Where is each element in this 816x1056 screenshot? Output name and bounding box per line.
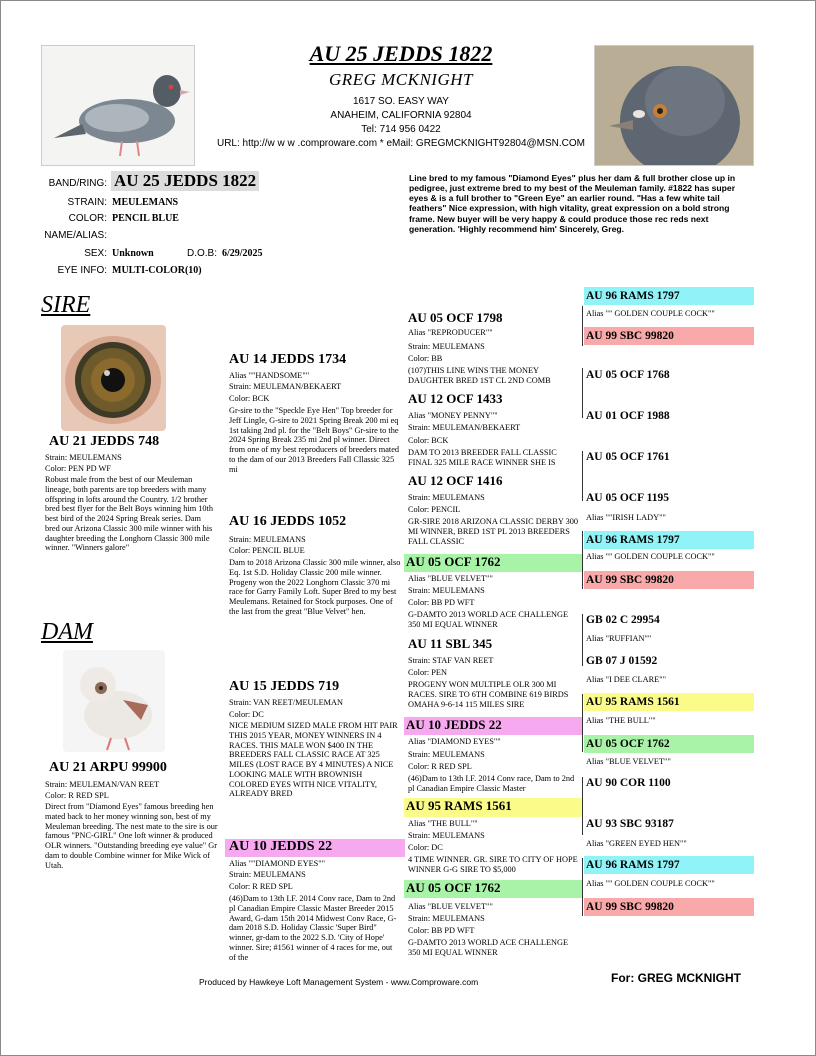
- strain-label: STRAIN:: [67, 197, 107, 208]
- sex-value: Unknown: [112, 248, 154, 259]
- gen3-notes: G-DAMTO 2013 WORLD ACE CHALLENGE 350 MI EQUAL WINNER: [408, 938, 569, 957]
- gen4-connector: [582, 306, 583, 346]
- gen4-alias: Alias "RUFFIAN"": [586, 634, 652, 643]
- gen3-band: AU 11 SBL 345: [408, 636, 493, 651]
- gen3-notes: GR-SIRE 2018 ARIZONA CLASSIC DERBY 300 MI WINNER, BRED 1ST PL 2013 BREEDERS FALL CLASSIC: [408, 517, 579, 546]
- gen3-notes: (46)Dam to 13th I.F. 2014 Conv race, Dam to 2nd pl Canadian Empire Classic Master: [408, 774, 575, 793]
- band-label: BAND/RING:: [48, 178, 107, 189]
- owner-name: GREG MCKNIGHT: [329, 70, 473, 89]
- gen3-band: AU 12 OCF 1416: [408, 473, 503, 488]
- gen2-color: Color: PENCIL BLUE: [229, 546, 305, 555]
- gen3-band: AU 95 RAMS 1561: [404, 798, 582, 817]
- gen4-band: AU 01 OCF 1988: [586, 410, 670, 422]
- gen3-band: AU 05 OCF 1762: [404, 554, 582, 572]
- dam-strain: Strain: MEULEMAN/VAN REET: [45, 780, 160, 789]
- gen3-alias: Alias "BLUE VELVET"": [408, 902, 493, 911]
- gen4-connector: [582, 368, 583, 418]
- gen3-color: Color: PEN: [408, 668, 447, 677]
- gen2-notes: (46)Dam to 13th I.F. 2014 Conv race, Dam to 2nd pl Canadian Empire Classic Master Breeder 2015 Award, G-dam 15th 2014 Midwest Conv Race, G-dam 2018 S.D. Holiday Classic 'Super Bird" winner, gr-dam to the 2022 S.D. 'City of Hope' winner. Sire; #1561 winner of 4 races for me, out of the: [229, 894, 397, 962]
- gen4-band: AU 96 RAMS 1797: [584, 287, 754, 305]
- gen2-alias: Alias ""HANDSOME"": [229, 371, 310, 380]
- gen4-alias: Alias ""IRISH LADY"": [586, 513, 666, 522]
- gen4-band: GB 07 J 01592: [586, 655, 658, 667]
- gen2-band: AU 16 JEDDS 1052: [229, 514, 347, 529]
- gen3-alias: Alias "DIAMOND EYES"": [408, 737, 501, 746]
- sire-notes: Robust male from the best of our Meuleman lineage, both parents are top breeders with many offspring in lofts around the Country. 1/2 brother bred best flyer for the Belt Boys winning him 10th best bird of the 2024 Spring Break series. Dam bred our Arizona Classic 300 mile winner with his daughter breeding the Longhorn Classic 300 mile winner. "Winners galore": [45, 475, 213, 553]
- gen3-strain: Strain: MEULEMANS: [408, 914, 485, 923]
- gen3-notes: PROGENY WON MULTIPLE OLR 300 MI RACES. SIRE TO 6TH COMBINE 619 BIRDS OMAHA 9-6-14 115 MILES SIRE: [408, 680, 569, 709]
- sire-strain: Strain: MEULEMANS: [45, 453, 122, 462]
- sire-band: AU 21 JEDDS 748: [49, 434, 160, 449]
- sire-eye-photo: [61, 325, 166, 431]
- gen4-band: AU 96 RAMS 1797: [584, 856, 754, 874]
- gen4-band: AU 99 SBC 99820: [584, 327, 754, 345]
- white-pigeon-illustration: [63, 650, 165, 752]
- gen3-alias: Alias "REPRODUCER"": [408, 328, 493, 337]
- gen4-band: AU 96 RAMS 1797: [584, 531, 754, 549]
- gen3-strain: Strain: MEULEMANS: [408, 342, 485, 351]
- gen2-strain: Strain: MEULEMANS: [229, 535, 306, 544]
- bird-description: Line bred to my famous "Diamond Eyes" plus her dam & full brother close up in pedigree, just extreme bred to my best of the Meuleman family. #1822 has super eyes & is a full brother to "Green Eye" an earlier round. "Has a few white tail feathers" Nice expression, with high vitality, great expression on a bold strong frame. New buyer will be very happy & could produce those rec reds next generation. 'Highly recommend him' Sincerely, Greg.: [409, 173, 736, 234]
- sex-label: SEX:: [84, 248, 107, 259]
- dob-value: 6/29/2025: [222, 248, 263, 259]
- eye-illustration: [61, 325, 166, 431]
- gen3-strain: Strain: MEULEMANS: [408, 831, 485, 840]
- dam-notes: Direct from "Diamond Eyes" famous breeding hen mated back to her money winning son, best of my Meuleman breeding. The nest mate to the sire is our famous "PNC-GIRL" One loft winner & produced OLR winners. "Outstanding breeding eye value" Gr dam to double Combine winner for Mike Wick of Utah.: [45, 802, 218, 870]
- gen2-notes: Dam to 2018 Arizona Classic 300 mile winner, also Eq. 1st S.D. Holiday Classic 200 mile winner. Progeny won the 2022 Longhorn Classic 370 mi race for Garry Family Loft. Super Bred to my best Meulemans. Retained for Stock purposes. One of the last from the great "Blue Velvet" hen.: [229, 558, 401, 616]
- gen2-notes: Gr-sire to the "Speckle Eye Hen" Top breeder for Jeff Lingle, G-sire to 2021 Spring Break 200 mi eq 1st taking 2nd pl. for the "Belt Boys" Gr-sire to the 2024 Spring Break 235 mi 2nd pl winner. Direct from one of my best reproducers of breeders mated to the dam of our 2013 Breeders Fall Cllassic 325 mi: [229, 406, 400, 474]
- gen3-band: AU 05 OCF 1798: [408, 310, 503, 325]
- gen3-notes: DAM TO 2013 BREEDER FALL CLASSIC FINAL 325 MILE RACE WINNER SHE IS: [408, 448, 557, 467]
- gen2-notes: NICE MEDIUM SIZED MALE FROM HIT PAIR THIS 2015 YEAR, MONEY WINNERS IN 4 RACES. THIS MALE WON $400 IN THE BREEDERS FALL CLASSIC RACE AT 325 MILES (LOST RACE BY 4 MINUTES) A NICE LOOKING MALE WITH BROWNISH COLORED EYES WITH NICE VITALITY, ALREADY BRED: [229, 721, 398, 799]
- gen3-strain: Strain: MEULEMANS: [408, 586, 485, 595]
- gen3-color: Color: DC: [408, 843, 443, 852]
- eye-info-value: MULTI-COLOR(10): [112, 265, 202, 276]
- gen3-band: AU 12 OCF 1433: [408, 391, 503, 406]
- gen4-alias: Alias "BLUE VELVET"": [586, 757, 671, 766]
- eye-info-label: EYE INFO:: [57, 265, 107, 276]
- dob-label: D.O.B:: [187, 248, 218, 259]
- gen2-color: Color: BCK: [229, 394, 270, 403]
- strain-value: MEULEMANS: [112, 197, 179, 208]
- url-email-line: URL: http://w w w .comproware.com * eMail: GREGMCKNIGHT92804@MSN.COM: [216, 138, 585, 149]
- dam-band: AU 21 ARPU 99900: [49, 760, 167, 775]
- gen3-notes: (107)THIS LINE WINS THE MONEY DAUGHTER BRED 1ST CL 2ND COMB: [408, 366, 551, 385]
- title-band: AU 25 JEDDS 1822: [309, 41, 493, 66]
- gen4-connector: [582, 451, 583, 501]
- gen3-notes: G-DAMTO 2013 WORLD ACE CHALLENGE 350 MI EQUAL WINNER: [408, 610, 569, 629]
- gen3-color: Color: BB PD WFT: [408, 598, 475, 607]
- band-value: AU 25 JEDDS 1822: [111, 171, 259, 191]
- gen3-alias: Alias "MONEY PENNY"": [408, 411, 498, 420]
- gen3-strain: Strain: MEULEMAN/BEKAERT: [408, 423, 521, 432]
- gen2-strain: Strain: MEULEMANS: [229, 870, 306, 879]
- gen3-notes: 4 TIME WINNER. GR. SIRE TO CITY OF HOPE WINNER G-G SIRE TO $5,000: [408, 855, 578, 874]
- name-alias-label: NAME/ALIAS:: [44, 230, 107, 241]
- gen4-band: AU 99 SBC 99820: [584, 571, 754, 589]
- dam-color: Color: R RED SPL: [45, 791, 109, 800]
- gen4-band: AU 99 SBC 99820: [584, 898, 754, 916]
- gen3-color: Color: R RED SPL: [408, 762, 472, 771]
- gen4-alias: Alias "THE BULL"": [586, 716, 656, 725]
- gen3-color: Color: BB PD WFT: [408, 926, 475, 935]
- address-line-1: 1617 SO. EASY WAY: [353, 96, 449, 107]
- sire-title: SIRE: [41, 292, 91, 318]
- gen4-band: AU 05 OCF 1762: [584, 735, 754, 753]
- gen4-connector: [582, 614, 583, 666]
- gen4-alias: Alias "" GOLDEN COUPLE COCK"": [586, 309, 715, 318]
- gen4-band: AU 90 COR 1100: [586, 777, 671, 789]
- address-line-2: ANAHEIM, CALIFORNIA 92804: [330, 110, 472, 121]
- phone: Tel: 714 956 0422: [361, 124, 441, 135]
- gen3-strain: Strain: MEULEMANS: [408, 493, 485, 502]
- gen2-band: AU 10 JEDDS 22: [225, 839, 405, 857]
- gen4-alias: Alias "" GOLDEN COUPLE COCK"": [586, 552, 715, 561]
- gen2-strain: Strain: MEULEMAN/BEKAERT: [229, 382, 342, 391]
- gen2-band: AU 15 JEDDS 719: [229, 679, 340, 694]
- color-label: COLOR:: [68, 213, 107, 224]
- produced-by-footer: Produced by Hawkeye Loft Management System - www.Comproware.com: [199, 977, 479, 987]
- gen3-color: Color: BCK: [408, 436, 449, 445]
- gen4-band: AU 93 SBC 93187: [586, 818, 674, 830]
- gen3-alias: Alias "BLUE VELVET"": [408, 574, 493, 583]
- gen4-band: GB 02 C 29954: [586, 614, 660, 626]
- gen2-color: Color: R RED SPL: [229, 882, 293, 891]
- gen4-connector: [582, 531, 583, 589]
- gen3-alias: Alias "THE BULL"": [408, 819, 478, 828]
- gen3-strain: Strain: MEULEMANS: [408, 750, 485, 759]
- gen4-connector: [582, 858, 583, 916]
- gen4-connector: [582, 777, 583, 835]
- gen2-strain: Strain: VAN REET/MEULEMAN: [229, 698, 344, 707]
- gen4-band: AU 05 OCF 1761: [586, 451, 670, 463]
- gen4-band: AU 05 OCF 1195: [586, 492, 669, 504]
- sire-color: Color: PEN PD WF: [45, 464, 112, 473]
- gen4-band: AU 95 RAMS 1561: [584, 693, 754, 711]
- for-owner-footer: For: GREG MCKNIGHT: [611, 971, 741, 985]
- gen3-color: Color: PENCIL: [408, 505, 461, 514]
- color-value: PENCIL BLUE: [112, 213, 179, 224]
- gen2-band: AU 14 JEDDS 1734: [229, 352, 347, 367]
- gen3-strain: Strain: STAF VAN REET: [408, 656, 494, 665]
- gen4-alias: Alias "" GOLDEN COUPLE COCK"": [586, 879, 715, 888]
- dam-title: DAM: [41, 619, 93, 645]
- gen2-alias: Alias ""DIAMOND EYES"": [229, 859, 326, 868]
- gen3-band: AU 05 OCF 1762: [404, 880, 582, 898]
- gen3-color: Color: BB: [408, 354, 443, 363]
- gen2-color: Color: DC: [229, 710, 264, 719]
- gen4-alias: Alias "GREEN EYED HEN"": [586, 839, 687, 848]
- gen4-connector: [582, 694, 583, 752]
- gen4-alias: Alias "I DEE CLARE"": [586, 675, 666, 684]
- dam-bird-photo: [63, 650, 165, 752]
- gen4-band: AU 05 OCF 1768: [586, 369, 670, 381]
- gen3-band: AU 10 JEDDS 22: [404, 717, 582, 735]
